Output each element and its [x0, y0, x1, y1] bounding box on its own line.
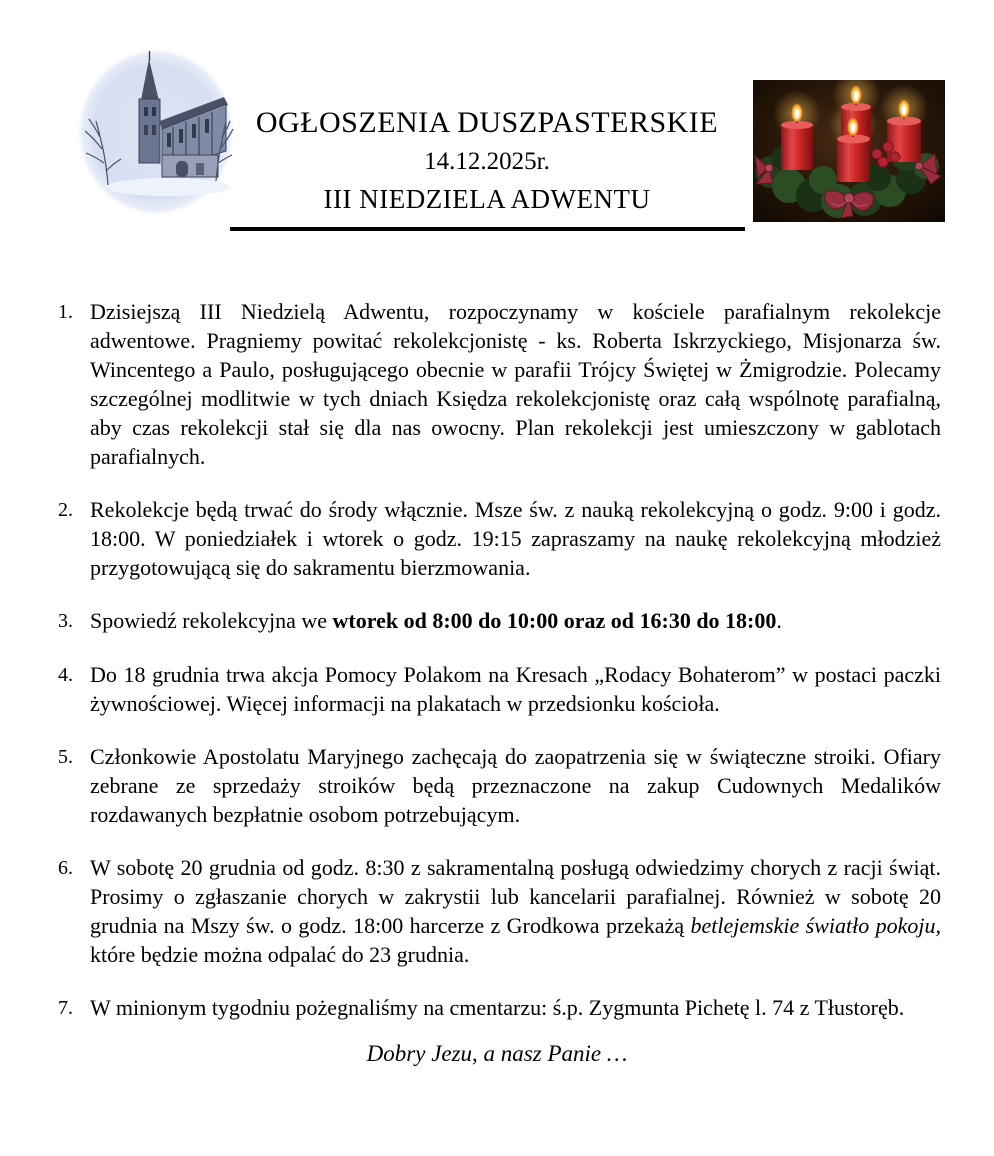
header-divider [230, 227, 745, 231]
church-sketch-image [76, 46, 236, 218]
announcement-item [58, 495, 941, 582]
item-number: 5. [58, 746, 73, 768]
item-number: 1. [58, 301, 73, 323]
announcement-item [58, 606, 941, 636]
item-text: Dzisiejszą III Niedzielą Adwentu, rozpoczynamy w kościele parafialnym rekolekcje adwentowe. Pragniemy powitać rekolekcjonistę - ks. Roberta Iskrzyckiego, Misjonarza św. Wincentego a Paulo, posługującego obecnie w parafii Trójcy Świętej w Żmigrodzie. Polecamy szczególnej modlitwie w tych dniach Księdza rekolekcjonistę oraz całą wspólnotę parafialną, aby czas rekolekcji stał się dla nas owocny. Plan rekolekcji jest umieszczony w gablotach parafialnych. [90, 299, 941, 469]
item-number: 2. [58, 499, 73, 521]
item-text: Spowiedź rekolekcyjna we wtorek od 8:00 do 10:00 oraz od 16:30 do 18:00. [90, 608, 782, 633]
closing-line: Dobry Jezu, a nasz Panie … [366, 1041, 628, 1066]
page-title: OGŁOSZENIA DUSZPASTERSKIE [255, 106, 719, 139]
item-number: 6. [58, 857, 73, 879]
item-number: 3. [58, 610, 73, 632]
item-text: W sobotę 20 grudnia od godz. 8:30 z sakramentalną posługą odwiedzimy chorych z racji świąt. Prosimy o zgłaszanie chorych w zakrystii lub kancelarii parafialnej. Również w sobotę 20 grudnia na Mszy św. o godz. 18:00 harcerze z Grodkowa przekażą betlejemskie światło pokoju, które będzie można odpalać do 23 grudnia. [90, 855, 942, 967]
announcement-item [58, 993, 941, 1023]
item-number: 7. [58, 997, 73, 1019]
title-block [228, 103, 746, 218]
item-number: 4. [58, 664, 73, 686]
announcement-item [58, 660, 941, 718]
subtitle: III NIEDZIELA ADWENTU [323, 184, 651, 214]
item-text: Do 18 grudnia trwa akcja Pomocy Polakom na Kresach „Rodacy Bohaterom” w postaci paczki żywnościowej. Więcej informacji na plakatach w przedsionku kościoła. [90, 662, 941, 716]
announcement-item [58, 853, 941, 969]
item-text: W minionym tygodniu pożegnaliśmy na cmentarzu: ś.p. Zygmunta Pichetę l. 74 z Tłustoręb. [90, 995, 905, 1020]
announcement-item [58, 742, 941, 829]
date-line: 14.12.2025r. [424, 148, 550, 175]
announcement-item [58, 297, 941, 471]
header [0, 0, 994, 250]
advent-wreath-image [753, 80, 945, 222]
announcements-list [0, 250, 994, 1023]
item-text: Rekolekcje będą trwać do środy włącznie. Msze św. z nauką rekolekcyjną o godz. 9:00 i godz. 18:00. W poniedziałek i wtorek o godz. 19:15 zapraszamy na naukę rekolekcyjną młodzież przygotowującą się do sakramentu bierzmowania. [90, 497, 941, 580]
item-text: Członkowie Apostolatu Maryjnego zachęcają do zaopatrzenia się w świąteczne stroiki. Ofiary zebrane ze sprzedaży stroików będą przeznaczone na zakup Cudownych Medalików rozdawanych bezpłatnie osobom potrzebującym. [90, 744, 941, 827]
